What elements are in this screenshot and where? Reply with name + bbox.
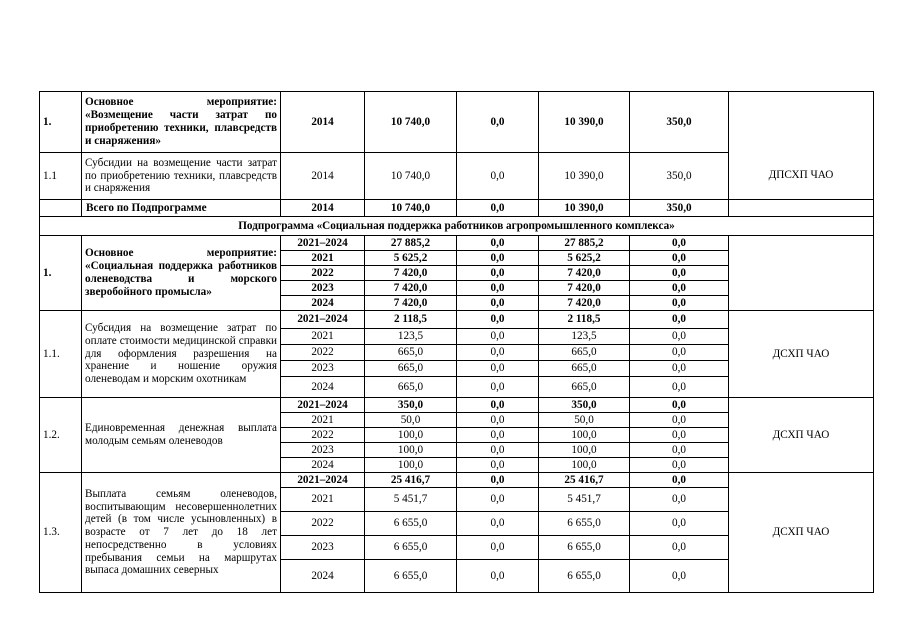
regional-cell: 6 655,0 bbox=[539, 536, 630, 560]
local-cell: 0,0 bbox=[630, 377, 729, 398]
year-cell: 2024 bbox=[281, 377, 365, 398]
local-cell: 0,0 bbox=[630, 329, 729, 345]
year-cell: 2021 bbox=[281, 488, 365, 512]
year-cell: 2022 bbox=[281, 428, 365, 443]
year-cell: 2021 bbox=[281, 251, 365, 266]
total-cell: 6 655,0 bbox=[365, 536, 457, 560]
federal-cell: 0,0 bbox=[457, 512, 539, 536]
federal-cell: 0,0 bbox=[457, 413, 539, 428]
activity-title: Основное мероприятие: «Возмещение части затрат по приобретению техники, плавсредств и снаряжения» bbox=[82, 92, 281, 153]
regional-cell: 5 625,2 bbox=[539, 251, 630, 266]
local-cell: 0,0 bbox=[630, 488, 729, 512]
regional-cell: 665,0 bbox=[539, 361, 630, 377]
total-cell: 10 740,0 bbox=[365, 153, 457, 200]
total-cell: 665,0 bbox=[365, 361, 457, 377]
federal-cell: 0,0 bbox=[457, 345, 539, 361]
regional-cell: 100,0 bbox=[539, 428, 630, 443]
row-number: 1. bbox=[40, 236, 82, 311]
year-cell: 2022 bbox=[281, 512, 365, 536]
regional-cell: 10 390,0 bbox=[539, 200, 630, 217]
local-cell: 0,0 bbox=[630, 473, 729, 488]
federal-cell: 0,0 bbox=[457, 458, 539, 473]
total-cell: 100,0 bbox=[365, 458, 457, 473]
total-label: Всего по Подпрограмме bbox=[82, 200, 281, 217]
table-row bbox=[40, 311, 874, 329]
federal-cell: 0,0 bbox=[457, 266, 539, 281]
regional-cell: 27 885,2 bbox=[539, 236, 630, 251]
regional-cell: 665,0 bbox=[539, 345, 630, 361]
activity-title: Основное мероприятие: «Социальная поддержка работников оленеводства и морского зверобойного промысла» bbox=[82, 236, 281, 311]
year-cell: 2021–2024 bbox=[281, 398, 365, 413]
total-cell: 100,0 bbox=[365, 428, 457, 443]
total-cell: 50,0 bbox=[365, 413, 457, 428]
total-cell: 27 885,2 bbox=[365, 236, 457, 251]
year-cell: 2021–2024 bbox=[281, 311, 365, 329]
local-cell: 0,0 bbox=[630, 512, 729, 536]
responsible-cell: ДСХП ЧАО bbox=[729, 398, 874, 473]
federal-cell: 0,0 bbox=[457, 311, 539, 329]
responsible-cell: ДПСХП ЧАО bbox=[729, 153, 874, 200]
activity-title: Выплата семьям оленеводов, воспитывающим несовершеннолетних детей (в том числе усыновленных) в возрасте от 7 лет до 18 лет непосредственно в условиях пребывания семьи на маршрутах выпаса домашних северных bbox=[82, 473, 281, 593]
federal-cell: 0,0 bbox=[457, 377, 539, 398]
local-cell: 0,0 bbox=[630, 251, 729, 266]
table-row bbox=[40, 92, 874, 153]
federal-cell: 0,0 bbox=[457, 488, 539, 512]
responsible-cell bbox=[729, 236, 874, 311]
total-cell: 25 416,7 bbox=[365, 473, 457, 488]
federal-cell: 0,0 bbox=[457, 281, 539, 296]
responsible-cell: ДСХП ЧАО bbox=[729, 473, 874, 593]
total-cell: 10 740,0 bbox=[365, 200, 457, 217]
row-number: 1.1. bbox=[40, 311, 82, 398]
regional-cell: 100,0 bbox=[539, 443, 630, 458]
federal-cell: 0,0 bbox=[457, 296, 539, 311]
local-cell: 0,0 bbox=[630, 266, 729, 281]
local-cell: 0,0 bbox=[630, 311, 729, 329]
year-cell: 2022 bbox=[281, 266, 365, 281]
local-cell: 0,0 bbox=[630, 413, 729, 428]
activity-title: Единовременная денежная выплата молодым семьям оленеводов bbox=[82, 398, 281, 473]
year-cell: 2022 bbox=[281, 345, 365, 361]
local-cell: 0,0 bbox=[630, 398, 729, 413]
total-cell: 665,0 bbox=[365, 377, 457, 398]
federal-cell: 0,0 bbox=[457, 329, 539, 345]
regional-cell: 5 451,7 bbox=[539, 488, 630, 512]
total-cell: 5 625,2 bbox=[365, 251, 457, 266]
row-number: 1. bbox=[40, 92, 82, 153]
row-number: 1.2. bbox=[40, 398, 82, 473]
federal-cell: 0,0 bbox=[457, 443, 539, 458]
regional-cell: 123,5 bbox=[539, 329, 630, 345]
regional-cell: 7 420,0 bbox=[539, 266, 630, 281]
local-cell: 0,0 bbox=[630, 458, 729, 473]
row-number: 1.1 bbox=[40, 153, 82, 200]
local-cell: 0,0 bbox=[630, 560, 729, 593]
year-cell: 2023 bbox=[281, 536, 365, 560]
regional-cell: 6 655,0 bbox=[539, 512, 630, 536]
year-cell: 2014 bbox=[281, 92, 365, 153]
federal-cell: 0,0 bbox=[457, 428, 539, 443]
row-number: 1.3. bbox=[40, 473, 82, 593]
table-row bbox=[40, 200, 874, 217]
year-cell: 2021–2024 bbox=[281, 473, 365, 488]
regional-cell: 50,0 bbox=[539, 413, 630, 428]
budget-table bbox=[39, 91, 874, 593]
subprogram-header-row bbox=[40, 217, 874, 236]
total-cell: 7 420,0 bbox=[365, 281, 457, 296]
local-cell: 0,0 bbox=[630, 361, 729, 377]
local-cell: 0,0 bbox=[630, 428, 729, 443]
year-cell: 2023 bbox=[281, 443, 365, 458]
federal-cell: 0,0 bbox=[457, 153, 539, 200]
regional-cell: 7 420,0 bbox=[539, 296, 630, 311]
local-cell: 0,0 bbox=[630, 345, 729, 361]
total-cell: 2 118,5 bbox=[365, 311, 457, 329]
total-cell: 10 740,0 bbox=[365, 92, 457, 153]
total-cell: 5 451,7 bbox=[365, 488, 457, 512]
total-cell: 123,5 bbox=[365, 329, 457, 345]
responsible-cell bbox=[729, 92, 874, 153]
regional-cell: 7 420,0 bbox=[539, 281, 630, 296]
total-cell: 7 420,0 bbox=[365, 266, 457, 281]
regional-cell: 10 390,0 bbox=[539, 153, 630, 200]
federal-cell: 0,0 bbox=[457, 398, 539, 413]
total-cell: 6 655,0 bbox=[365, 512, 457, 536]
federal-cell: 0,0 bbox=[457, 536, 539, 560]
year-cell: 2021 bbox=[281, 329, 365, 345]
local-cell: 0,0 bbox=[630, 296, 729, 311]
year-cell: 2024 bbox=[281, 296, 365, 311]
regional-cell: 350,0 bbox=[539, 398, 630, 413]
responsible-cell: ДСХП ЧАО bbox=[729, 311, 874, 398]
year-cell: 2014 bbox=[281, 200, 365, 217]
local-cell: 0,0 bbox=[630, 281, 729, 296]
total-cell: 665,0 bbox=[365, 345, 457, 361]
year-cell: 2024 bbox=[281, 458, 365, 473]
regional-cell: 100,0 bbox=[539, 458, 630, 473]
local-cell: 0,0 bbox=[630, 443, 729, 458]
federal-cell: 0,0 bbox=[457, 361, 539, 377]
year-cell: 2023 bbox=[281, 361, 365, 377]
total-cell: 100,0 bbox=[365, 443, 457, 458]
local-cell: 350,0 bbox=[630, 153, 729, 200]
row-number bbox=[40, 200, 82, 217]
table-row bbox=[40, 236, 874, 251]
federal-cell: 0,0 bbox=[457, 200, 539, 217]
year-cell: 2024 bbox=[281, 560, 365, 593]
year-cell: 2023 bbox=[281, 281, 365, 296]
regional-cell: 6 655,0 bbox=[539, 560, 630, 593]
federal-cell: 0,0 bbox=[457, 473, 539, 488]
local-cell: 0,0 bbox=[630, 236, 729, 251]
regional-cell: 10 390,0 bbox=[539, 92, 630, 153]
table-row bbox=[40, 153, 874, 200]
activity-title: Субсидия на возмещение затрат по оплате стоимости медицинской справки для оформления разрешения на хранение и ношение оружия оленеводам и морским охотникам bbox=[82, 311, 281, 398]
responsible-cell bbox=[729, 200, 874, 217]
activity-title: Субсидии на возмещение части затрат по приобретению техники, плавсредств и снаряжения bbox=[82, 153, 281, 200]
federal-cell: 0,0 bbox=[457, 92, 539, 153]
total-cell: 7 420,0 bbox=[365, 296, 457, 311]
total-cell: 350,0 bbox=[365, 398, 457, 413]
year-cell: 2021 bbox=[281, 413, 365, 428]
table-row bbox=[40, 398, 874, 413]
federal-cell: 0,0 bbox=[457, 560, 539, 593]
local-cell: 0,0 bbox=[630, 536, 729, 560]
regional-cell: 25 416,7 bbox=[539, 473, 630, 488]
federal-cell: 0,0 bbox=[457, 236, 539, 251]
year-cell: 2014 bbox=[281, 153, 365, 200]
total-cell: 6 655,0 bbox=[365, 560, 457, 593]
regional-cell: 665,0 bbox=[539, 377, 630, 398]
regional-cell: 2 118,5 bbox=[539, 311, 630, 329]
year-cell: 2021–2024 bbox=[281, 236, 365, 251]
subprogram-title: Подпрограмма «Социальная поддержка работников агропромышленного комплекса» bbox=[40, 217, 874, 236]
local-cell: 350,0 bbox=[630, 200, 729, 217]
table-row bbox=[40, 473, 874, 488]
local-cell: 350,0 bbox=[630, 92, 729, 153]
federal-cell: 0,0 bbox=[457, 251, 539, 266]
